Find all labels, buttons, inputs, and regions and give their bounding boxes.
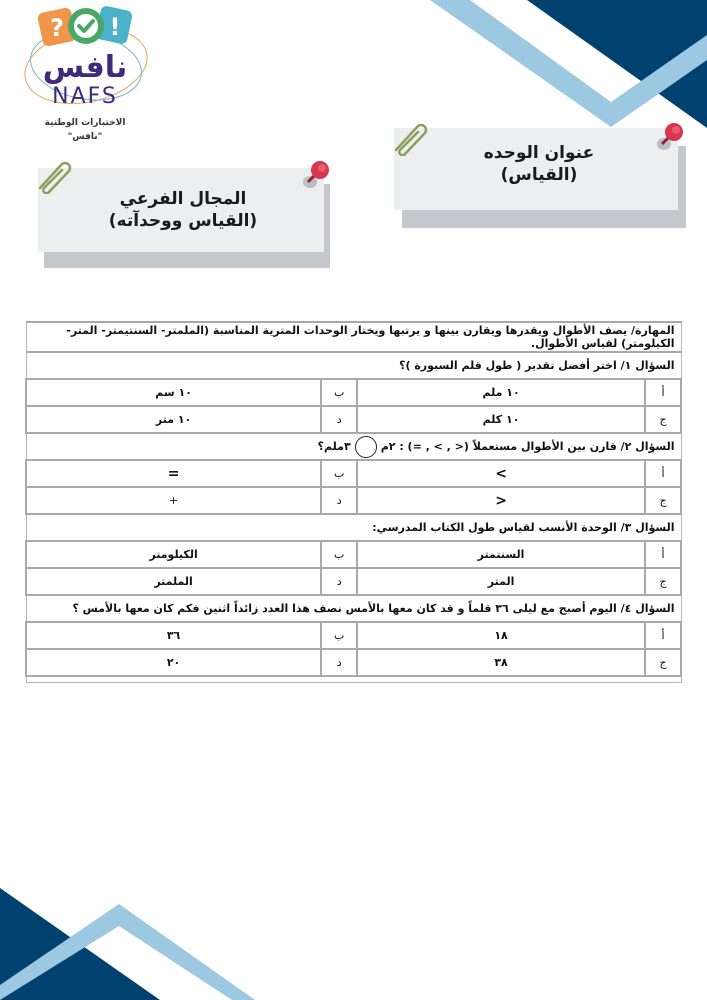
options-row bbox=[26, 541, 681, 568]
option-letter: ج bbox=[645, 649, 681, 676]
question-row bbox=[26, 595, 681, 622]
table-footer-row bbox=[26, 676, 681, 683]
logo-arabic-text: نافس bbox=[42, 50, 128, 85]
question-3-text: السؤال ٣/ الوحدة الأنسب لقياس طول الكتاب المدرسي: bbox=[26, 514, 681, 541]
logo-subtitle-line1: الاختبارات الوطنية bbox=[44, 118, 126, 128]
option-letter: ب bbox=[321, 541, 357, 568]
option-answer[interactable]: الكيلومتر bbox=[26, 541, 321, 568]
option-answer[interactable]: الملمتر bbox=[26, 568, 321, 595]
unit-title-text bbox=[394, 142, 684, 186]
option-letter: د bbox=[321, 406, 357, 433]
paperclip-icon bbox=[34, 158, 74, 194]
option-answer[interactable]: ١٨ bbox=[357, 622, 645, 649]
check-icon bbox=[68, 8, 104, 44]
options-row bbox=[26, 649, 681, 676]
svg-text:?: ? bbox=[50, 14, 64, 42]
options-row bbox=[26, 406, 681, 433]
unit-title-note bbox=[394, 128, 686, 228]
option-letter: د bbox=[321, 568, 357, 595]
skill-text: المهارة/ يصف الأطوال ويقدرها ويقارن بينها و يرتبها ويختار الوحدات المترية المناسبة (الملمتر- السنتيمتر- المتر- الكيلومتر) لقياس الأطوال. bbox=[26, 322, 681, 352]
options-row bbox=[26, 379, 681, 406]
question-4-text: السؤال ٤/ اليوم أصبح مع ليلى ٣٦ قلماً و قد كان معها بالأمس نصف هذا العدد زائداً اثنين فكم كان معها بالأمس ؟ bbox=[26, 595, 681, 622]
pushpin-icon bbox=[298, 160, 332, 194]
answer-circle-blank[interactable] bbox=[355, 436, 377, 458]
question-row bbox=[26, 433, 681, 460]
question-2-text-before: السؤال ٢/ قارن بين الأطوال مستعملاً (< , > , =) : ٢م bbox=[380, 439, 675, 453]
unit-title-line1: عنوان الوحده bbox=[483, 143, 595, 163]
option-letter: د bbox=[321, 649, 357, 676]
domain-title-text bbox=[38, 188, 328, 232]
options-row bbox=[26, 460, 681, 487]
svg-text:!: ! bbox=[109, 13, 121, 41]
domain-title-note bbox=[38, 168, 330, 270]
option-answer[interactable]: ١٠ سم bbox=[26, 379, 321, 406]
option-answer[interactable]: ١٠ ملم bbox=[357, 379, 645, 406]
logo-subtitle bbox=[30, 116, 140, 144]
pushpin-icon bbox=[652, 122, 686, 156]
options-row bbox=[26, 487, 681, 514]
options-row bbox=[26, 622, 681, 649]
unit-title-line2: (القياس) bbox=[500, 165, 578, 185]
worksheet-table bbox=[25, 321, 682, 683]
option-letter: أ bbox=[645, 541, 681, 568]
option-answer[interactable]: السنتمتر bbox=[357, 541, 645, 568]
option-letter: ب bbox=[321, 622, 357, 649]
question-2-text bbox=[26, 433, 681, 460]
option-letter: ج bbox=[645, 487, 681, 514]
logo-english-text: NAFS bbox=[52, 84, 118, 109]
option-letter: أ bbox=[645, 622, 681, 649]
option-letter: ب bbox=[321, 460, 357, 487]
option-letter: ب bbox=[321, 379, 357, 406]
question-row bbox=[26, 514, 681, 541]
empty-cell bbox=[26, 676, 681, 683]
option-answer[interactable]: ٣٨ bbox=[357, 649, 645, 676]
option-answer[interactable]: ٣٦ bbox=[26, 622, 321, 649]
option-answer[interactable]: < bbox=[357, 487, 645, 514]
paperclip-icon bbox=[390, 120, 430, 156]
option-answer[interactable]: + bbox=[26, 487, 321, 514]
option-letter: أ bbox=[645, 460, 681, 487]
option-answer[interactable]: > bbox=[357, 460, 645, 487]
option-answer[interactable]: ١٠ كلم bbox=[357, 406, 645, 433]
question-row bbox=[26, 352, 681, 379]
logo-subtitle-line2: "نافس" bbox=[67, 132, 103, 142]
option-letter: أ bbox=[645, 379, 681, 406]
domain-title-line1: المجال الفرعي bbox=[119, 189, 247, 209]
skill-row bbox=[26, 322, 681, 352]
question-2-text-after: ٣ملم؟ bbox=[317, 439, 351, 453]
question-1-text: السؤال ١/ اختر أفضل تقدير ( طول قلم السبورة )؟ bbox=[26, 352, 681, 379]
option-answer[interactable]: ٢٠ bbox=[26, 649, 321, 676]
options-row bbox=[26, 568, 681, 595]
option-answer[interactable]: المتر bbox=[357, 568, 645, 595]
option-letter: د bbox=[321, 487, 357, 514]
option-letter: ج bbox=[645, 406, 681, 433]
option-letter: ج bbox=[645, 568, 681, 595]
option-answer[interactable]: ١٠ متر bbox=[26, 406, 321, 433]
option-answer[interactable]: = bbox=[26, 460, 321, 487]
domain-title-line2: (القياس ووحدآته) bbox=[108, 211, 258, 231]
